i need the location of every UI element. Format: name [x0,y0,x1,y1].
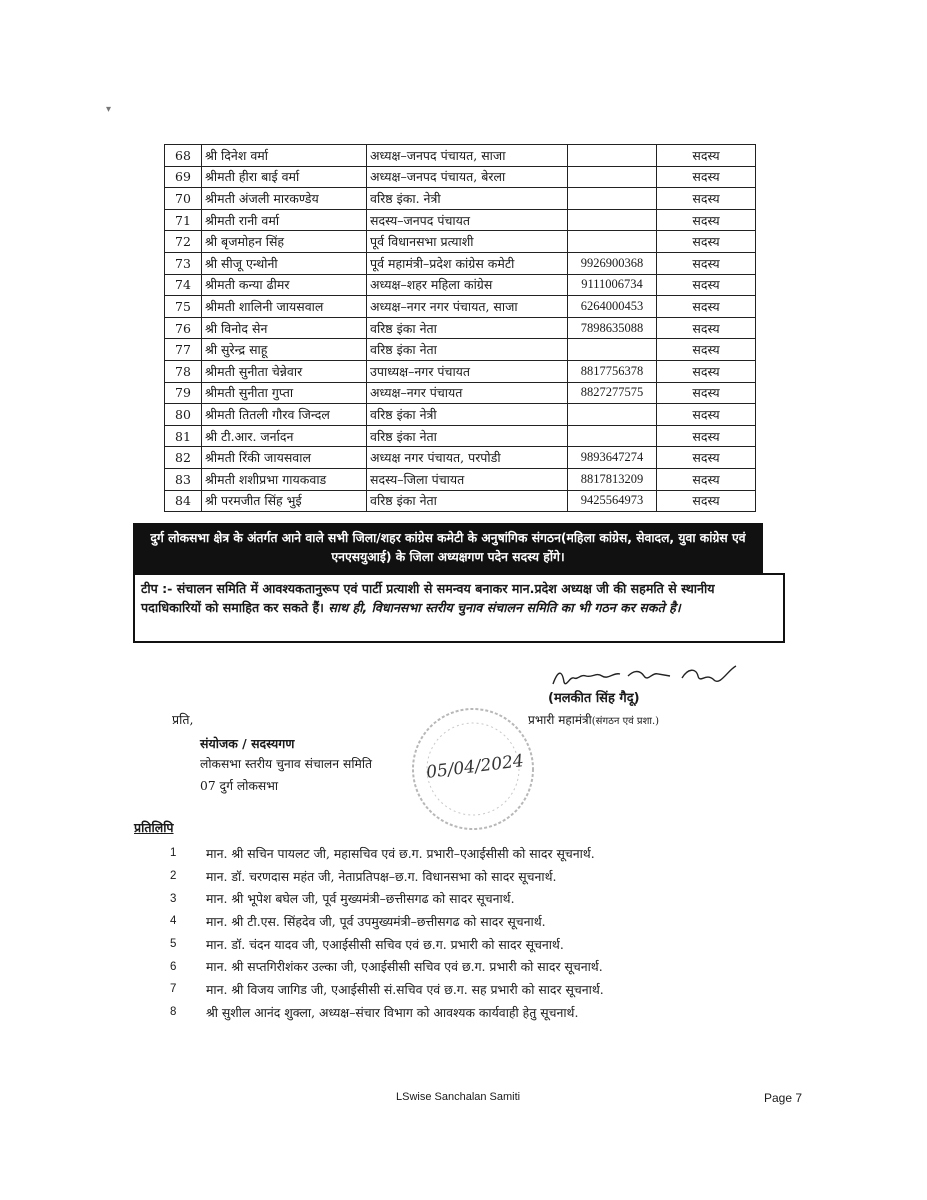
signatory-name: (मलकीत सिंह गैदू) [548,691,640,706]
member-phone [568,425,657,447]
footer-title: LSwise Sanchalan Samiti [396,1091,521,1103]
cc-item-number: 5 [170,938,177,951]
member-row [165,317,756,339]
member-phone [568,339,657,361]
member-designation: वरिष्ठ इंका नेता [367,317,568,339]
member-number: 70 [165,188,202,210]
member-name: श्री परमजीत सिंह भुई [202,490,367,512]
member-phone: 8817756378 [568,360,657,382]
member-number: 73 [165,252,202,274]
member-phone: 6264000453 [568,296,657,318]
cc-item-text: मान. श्री भूपेश बघेल जी, पूर्व मुख्यमंत्री–छत्तीसगढ को सादर सूचनार्थ. [206,891,515,907]
prati-label: प्रति, [172,712,194,727]
member-number: 77 [165,339,202,361]
member-designation: अध्यक्ष–नगर नगर पंचायत, साजा [367,296,568,318]
cc-item [170,842,730,865]
cc-item-text: मान. श्री विजय जागिड जी, एआईसीसी सं.सचिव एवं छ.ग. सह प्रभारी को सादर सूचनार्थ. [206,981,604,997]
cc-item-number: 1 [170,847,177,860]
member-row [165,382,756,404]
member-designation: उपाध्यक्ष–नगर पंचायत [367,360,568,382]
member-phone: 9926900368 [568,252,657,274]
member-role: सदस्य [657,231,756,253]
tip-box [133,573,785,643]
member-name: श्री दिनेश वर्मा [202,145,367,167]
member-name: श्रीमती तितली गौरव जिन्दल [202,404,367,426]
tip-text: टीप :- संचालन समिति में आवश्यकतानुरूप एवं पार्टी प्रत्याशी से समन्वय बनाकर मान.प्रदेश अध्यक्ष जी की सहमति से स्थानीय पदाधिकारियों को समाहित कर सकते हैं। [141,581,715,615]
member-phone [568,209,657,231]
addressee-line-1: संयोजक / सदस्यगण [200,736,295,751]
member-name: श्रीमती शशीप्रभा गायकवाड [202,468,367,490]
ex-officio-note: दुर्ग लोकसभा क्षेत्र के अंतर्गत आने वाले सभी जिला/शहर कांग्रेस कमेटी के अनुषांगिक संगठन(महिला कांग्रेस, सेवादल, युवा कांग्रेस एवं एनएसयुआई) के जिला अध्यक्षगण पदेन सदस्य होंगे। [133,523,763,573]
member-role: सदस्य [657,447,756,469]
member-row [165,468,756,490]
cc-item-text: श्री सुशील आनंद शुक्ला, अध्यक्ष–संचार विभाग को आवश्यक कार्यवाही हेतु सूचनार्थ. [206,1004,579,1020]
signatory-title [528,711,659,728]
member-role: सदस्य [657,145,756,167]
member-role: सदस्य [657,274,756,296]
member-phone: 9893647274 [568,447,657,469]
member-role: सदस्य [657,382,756,404]
member-designation: वरिष्ठ इंका. नेत्री [367,188,568,210]
member-name: श्री सुरेन्द्र साहू [202,339,367,361]
stamp-date: 05/04/2024 [425,751,525,783]
member-number: 71 [165,209,202,231]
members-table [164,144,756,512]
member-role: सदस्य [657,209,756,231]
member-phone: 9111006734 [568,274,657,296]
addressee-line-3: 07 दुर्ग लोकसभा [200,779,279,793]
member-role: सदस्य [657,252,756,274]
member-row [165,231,756,253]
member-row [165,425,756,447]
member-name: श्री विनोद सेन [202,317,367,339]
cc-item-number: 6 [170,960,177,973]
member-row [165,490,756,512]
cc-item-text: मान. डॉ. चंदन यादव जी, एआईसीसी सचिव एवं छ.ग. प्रभारी को सादर सूचनार्थ. [206,936,564,952]
member-role: सदस्य [657,360,756,382]
member-designation: सदस्य–जनपद पंचायत [367,209,568,231]
member-designation: वरिष्ठ इंका नेता [367,490,568,512]
cc-heading: प्रतिलिपि [134,820,174,835]
tip-italic-text: साथ ही, विधानसभा स्तरीय चुनाव संचालन समिति का भी गठन कर सकते है। [328,600,681,615]
member-role: सदस्य [657,339,756,361]
cc-item-number: 7 [170,983,177,996]
signatory-title-suffix: (संगठन एवं प्रशा.) [591,716,660,727]
member-row [165,252,756,274]
member-number: 80 [165,404,202,426]
member-designation: अध्यक्ष नगर पंचायत, परपोडी [367,447,568,469]
member-designation: अध्यक्ष–शहर महिला कांग्रेस [367,274,568,296]
member-row [165,166,756,188]
cc-item-number: 4 [170,915,177,928]
member-role: सदस्य [657,188,756,210]
member-number: 79 [165,382,202,404]
member-number: 68 [165,145,202,167]
member-phone [568,166,657,188]
member-phone: 7898635088 [568,317,657,339]
member-phone: 8827277575 [568,382,657,404]
member-row [165,404,756,426]
footer-page-number: Page 7 [764,1091,803,1105]
stray-mark: ▾ [106,104,112,115]
member-number: 74 [165,274,202,296]
member-role: सदस्य [657,166,756,188]
cc-item [170,933,730,956]
cc-item [170,887,730,910]
member-name: श्री बृजमोहन सिंह [202,231,367,253]
addressee-line-2: लोकसभा स्तरीय चुनाव संचालन समिति [200,757,373,771]
member-designation: वरिष्ठ इंका नेता [367,339,568,361]
member-row [165,209,756,231]
member-role: सदस्य [657,468,756,490]
member-phone [568,145,657,167]
member-name: श्रीमती सुनीता गुप्ता [202,382,367,404]
cc-item-text: मान. श्री टी.एस. सिंहदेव जी, पूर्व उपमुख्यमंत्री–छत्तीसगढ को सादर सूचनार्थ. [206,913,546,929]
member-number: 82 [165,447,202,469]
member-designation: अध्यक्ष–जनपद पंचायत, साजा [367,145,568,167]
cc-item-number: 3 [170,892,177,905]
members-table-body [165,145,756,512]
cc-item [170,955,730,978]
member-number: 76 [165,317,202,339]
cc-item [170,865,730,888]
member-phone [568,404,657,426]
member-row [165,339,756,361]
member-row [165,296,756,318]
member-role: सदस्य [657,490,756,512]
member-number: 83 [165,468,202,490]
member-designation: अध्यक्ष–जनपद पंचायत, बेरला [367,166,568,188]
member-role: सदस्य [657,317,756,339]
member-name: श्रीमती कन्या ढीमर [202,274,367,296]
member-number: 81 [165,425,202,447]
cc-item-number: 2 [170,870,177,883]
member-designation: वरिष्ठ इंका नेत्री [367,404,568,426]
member-row [165,145,756,167]
cc-item [170,910,730,933]
member-number: 84 [165,490,202,512]
cc-item-text: मान. डॉ. चरणदास महंत जी, नेताप्रतिपक्ष–छ.ग. विधानसभा को सादर सूचनार्थ. [206,868,557,884]
cc-item [170,1001,730,1024]
member-role: सदस्य [657,296,756,318]
member-number: 75 [165,296,202,318]
member-name: श्रीमती हीरा बाई वर्मा [202,166,367,188]
cc-item-text: मान. श्री सप्तगिरीशंकर उल्का जी, एआईसीसी सचिव एवं छ.ग. प्रभारी को सादर सूचनार्थ. [206,959,603,975]
cc-list [170,842,730,1024]
member-name: श्रीमती रानी वर्मा [202,209,367,231]
member-number: 78 [165,360,202,382]
member-name: श्री सीजू एन्थोनी [202,252,367,274]
member-designation: अध्यक्ष–नगर पंचायत [367,382,568,404]
member-phone [568,188,657,210]
member-row [165,360,756,382]
member-role: सदस्य [657,425,756,447]
member-phone: 9425564973 [568,490,657,512]
member-number: 72 [165,231,202,253]
member-number: 69 [165,166,202,188]
member-name: श्री टी.आर. जर्नादन [202,425,367,447]
member-row [165,447,756,469]
cc-item [170,978,730,1001]
member-role: सदस्य [657,404,756,426]
member-designation: पूर्व विधानसभा प्रत्याशी [367,231,568,253]
member-name: श्रीमती रिंकी जायसवाल [202,447,367,469]
member-name: श्रीमती शालिनी जायसवाल [202,296,367,318]
member-designation: पूर्व महामंत्री–प्रदेश कांग्रेस कमेटी [367,252,568,274]
member-row [165,188,756,210]
member-phone [568,231,657,253]
cc-item-number: 8 [170,1006,177,1019]
cc-item-text: मान. श्री सचिन पायलट जी, महासचिव एवं छ.ग. प्रभारी–एआईसीसी को सादर सूचनार्थ. [206,845,595,861]
member-phone: 8817813209 [568,468,657,490]
member-row [165,274,756,296]
member-name: श्रीमती अंजली मारकण्डेय [202,188,367,210]
member-designation: वरिष्ठ इंका नेता [367,425,568,447]
signatory-title-main: प्रभारी महामंत्री [528,713,592,727]
member-name: श्रीमती सुनीता चेन्नेवार [202,360,367,382]
member-designation: सदस्य–जिला पंचायत [367,468,568,490]
